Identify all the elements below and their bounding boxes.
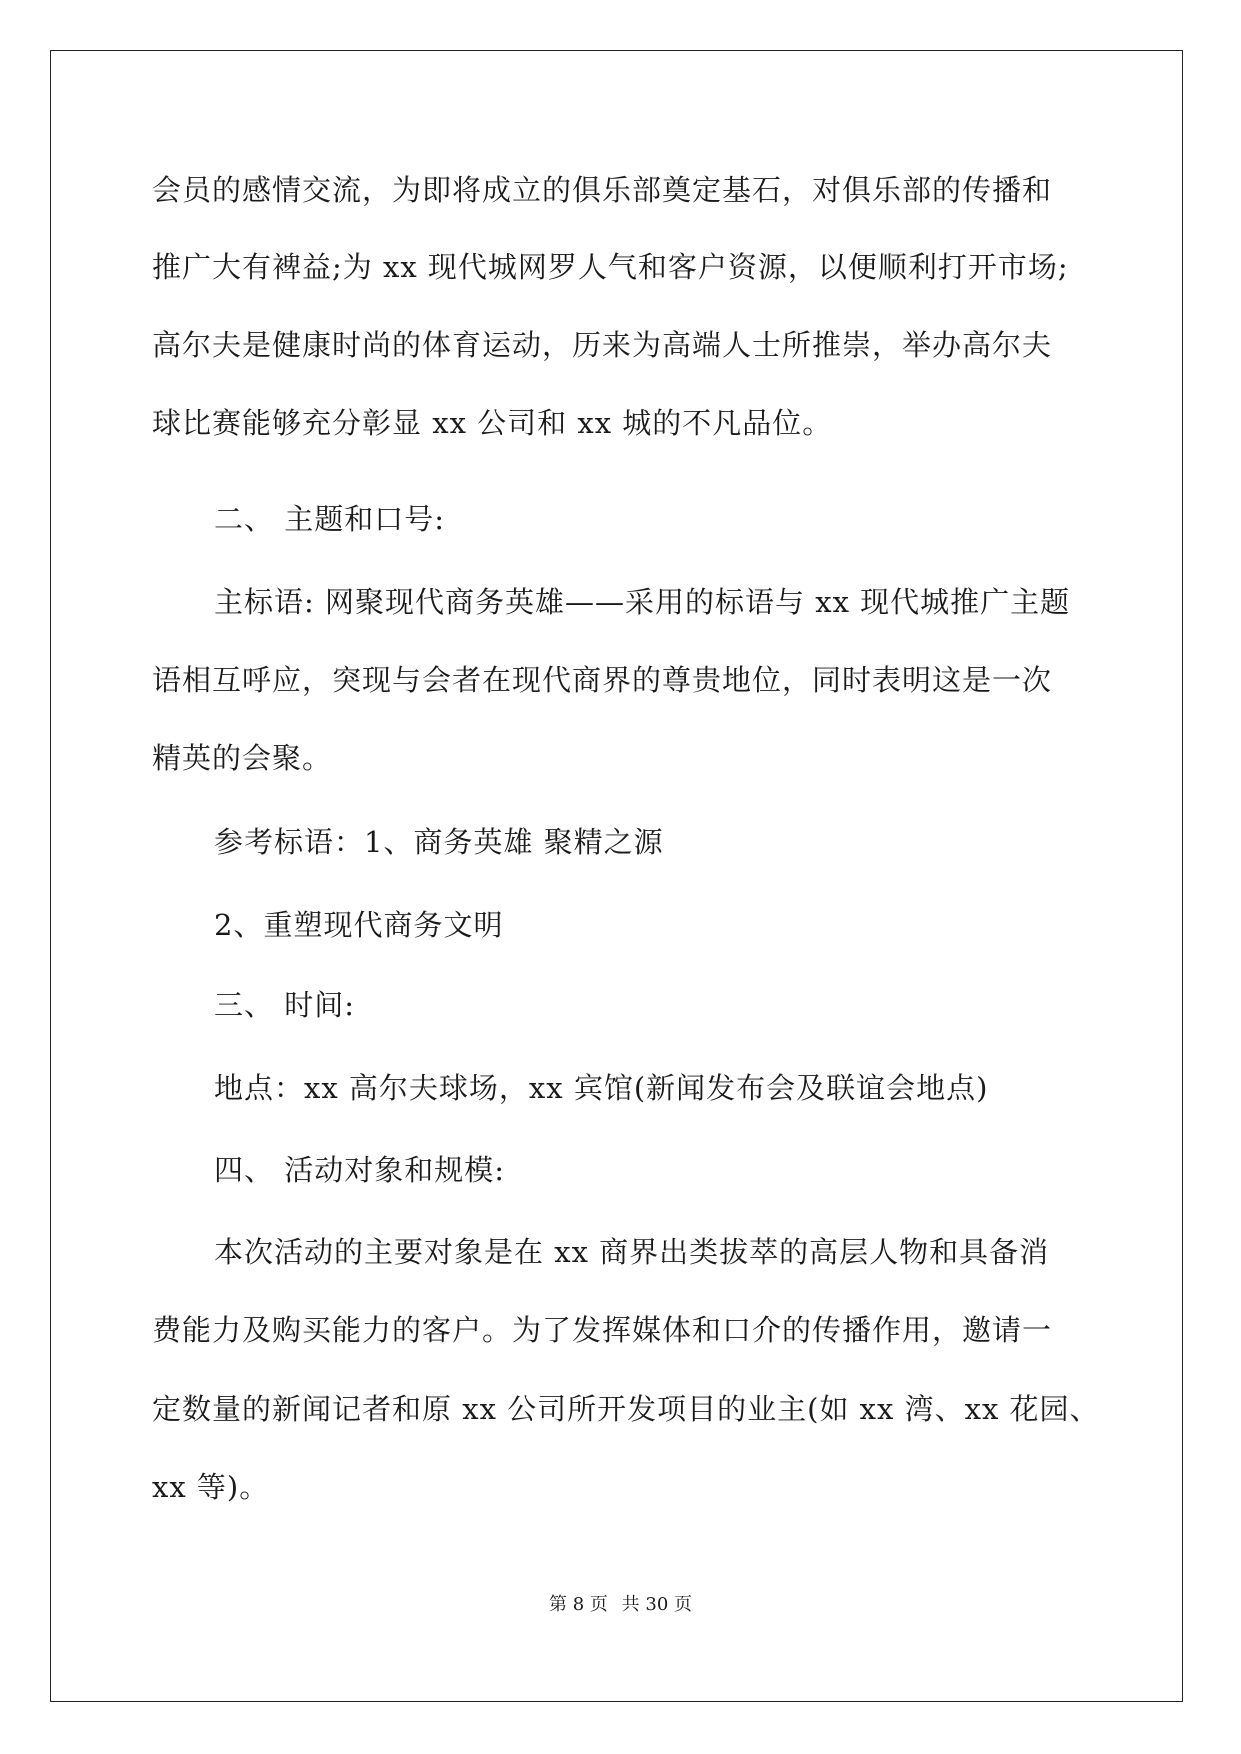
paragraph-line: 推广大有裨益;为 xx 现代城网罗人气和客户资源，以便顺利打开市场; xyxy=(152,250,1069,284)
paragraph-line: 高尔夫是健康时尚的体育运动，历来为高端人士所推崇，举办高尔夫 xyxy=(152,328,1053,362)
section-heading: 三、 时间: xyxy=(214,988,355,1022)
paragraph-line: 定数量的新闻记者和原 xx 公司所开发项目的业主(如 xx 湾、xx 花园、 xyxy=(152,1392,1100,1426)
section-heading: 二、 主题和口号: xyxy=(214,502,445,536)
page-border xyxy=(50,50,1183,1702)
paragraph-line: 地点：xx 高尔夫球场，xx 宾馆(新闻发布会及联谊会地点) xyxy=(214,1071,989,1105)
paragraph-line: 主标语: 网聚现代商务英雄——采用的标语与 xx 现代城推广主题 xyxy=(214,585,1071,619)
paragraph-line: 会员的感情交流，为即将成立的俱乐部奠定基石，对俱乐部的传播和 xyxy=(152,173,1053,207)
page-number: 第 8 页 xyxy=(549,1594,608,1615)
paragraph-line: xx 等)。 xyxy=(152,1470,270,1504)
paragraph-line: 参考标语：1、商务英雄 聚精之源 xyxy=(214,825,664,859)
section-heading: 四、 活动对象和规模: xyxy=(214,1153,505,1187)
paragraph-line: 球比赛能够充分彰显 xx 公司和 xx 城的不凡品位。 xyxy=(152,406,833,440)
paragraph-line: 精英的会聚。 xyxy=(152,741,333,775)
paragraph-line: 2、重塑现代商务文明 xyxy=(214,908,504,942)
page-footer xyxy=(0,1593,1241,1617)
paragraph-line: 本次活动的主要对象是在 xx 商界出类拔萃的高层人物和具备消 xyxy=(214,1235,1050,1269)
page-total: 共 30 页 xyxy=(621,1594,692,1615)
paragraph-line: 语相互呼应，突现与会者在现代商界的尊贵地位，同时表明这是一次 xyxy=(152,663,1053,697)
paragraph-line: 费能力及购买能力的客户。为了发挥媒体和口介的传播作用，邀请一 xyxy=(152,1313,1053,1347)
